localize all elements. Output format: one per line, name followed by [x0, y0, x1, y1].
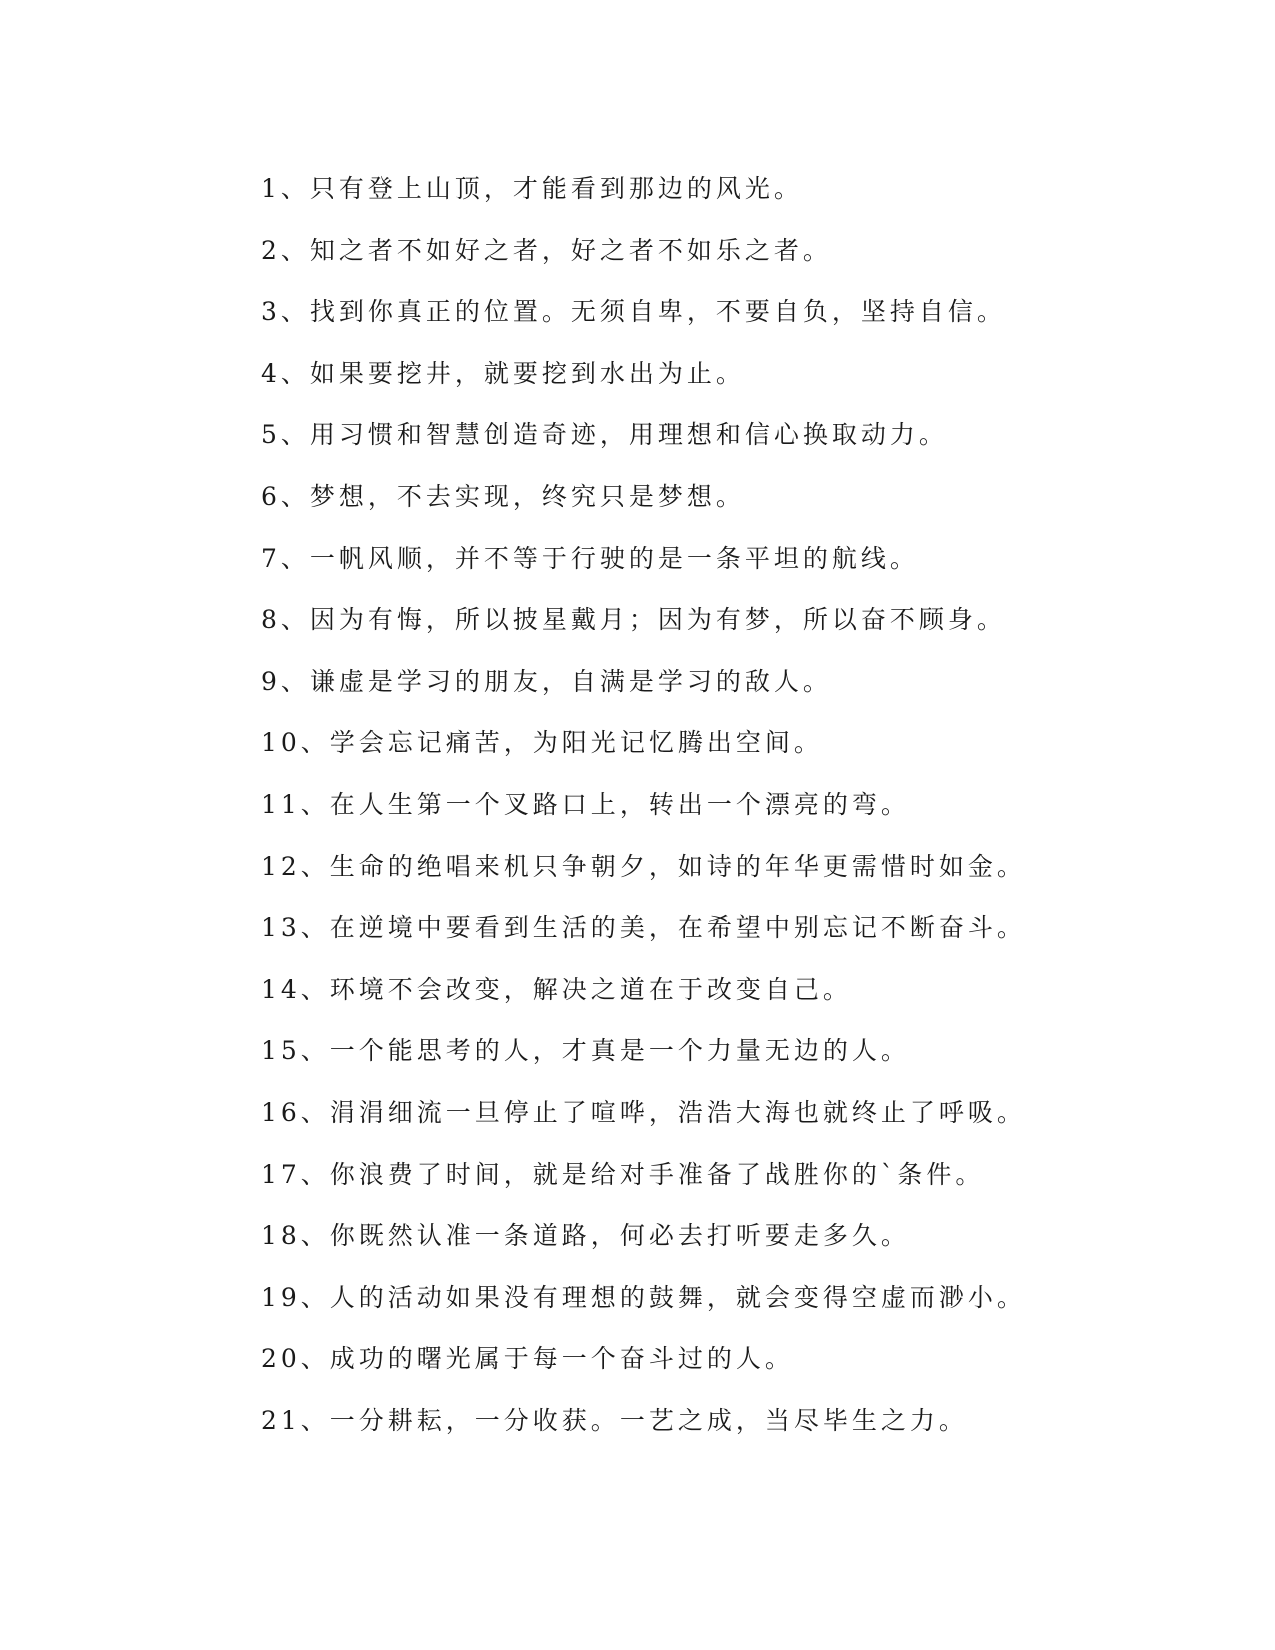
quote-line: 2、知之者不如好之者，好之者不如乐之者。 [261, 235, 832, 265]
quote-line: 13、在逆境中要看到生活的美，在希望中别忘记不断奋斗。 [261, 913, 1026, 943]
quote-line: 8、因为有悔，所以披星戴月；因为有梦，所以奋不顾身。 [261, 605, 1006, 635]
quote-line: 7、一帆风顺，并不等于行驶的是一条平坦的航线。 [261, 543, 919, 573]
quote-line: 17、你浪费了时间，就是给对手准备了战胜你的`条件。 [261, 1159, 985, 1189]
quote-line: 19、人的活动如果没有理想的鼓舞，就会变得空虚而渺小。 [261, 1282, 1026, 1312]
quote-line: 4、如果要挖井，就要挖到水出为止。 [261, 358, 745, 388]
quote-line: 16、涓涓细流一旦停止了喧哗，浩浩大海也就终止了呼吸。 [261, 1097, 1026, 1127]
quote-list [261, 158, 1221, 1451]
quote-line: 6、梦想，不去实现，终究只是梦想。 [261, 481, 745, 511]
quote-line: 11、在人生第一个叉路口上，转出一个漂亮的弯。 [261, 789, 910, 819]
quote-line: 15、一个能思考的人，才真是一个力量无边的人。 [261, 1036, 910, 1066]
quote-line: 18、你既然认准一条道路，何必去打听要走多久。 [261, 1221, 910, 1251]
quote-line: 1、只有登上山顶，才能看到那边的风光。 [261, 174, 803, 203]
quote-line: 3、找到你真正的位置。无须自卑，不要自负，坚持自信。 [261, 297, 1006, 327]
quote-line: 20、成功的曙光属于每一个奋斗过的人。 [261, 1344, 794, 1374]
quote-line: 5、用习惯和智慧创造奇迹，用理想和信心换取动力。 [261, 420, 948, 450]
quote-line: 9、谦虚是学习的朋友，自满是学习的敌人。 [261, 666, 832, 696]
quote-line: 21、一分耕耘，一分收获。一艺之成，当尽毕生之力。 [261, 1405, 968, 1435]
quote-line: 14、环境不会改变，解决之道在于改变自己。 [261, 974, 852, 1004]
quote-line: 12、生命的绝唱来机只争朝夕，如诗的年华更需惜时如金。 [261, 851, 1026, 881]
quote-line: 10、学会忘记痛苦，为阳光记忆腾出空间。 [261, 728, 823, 758]
